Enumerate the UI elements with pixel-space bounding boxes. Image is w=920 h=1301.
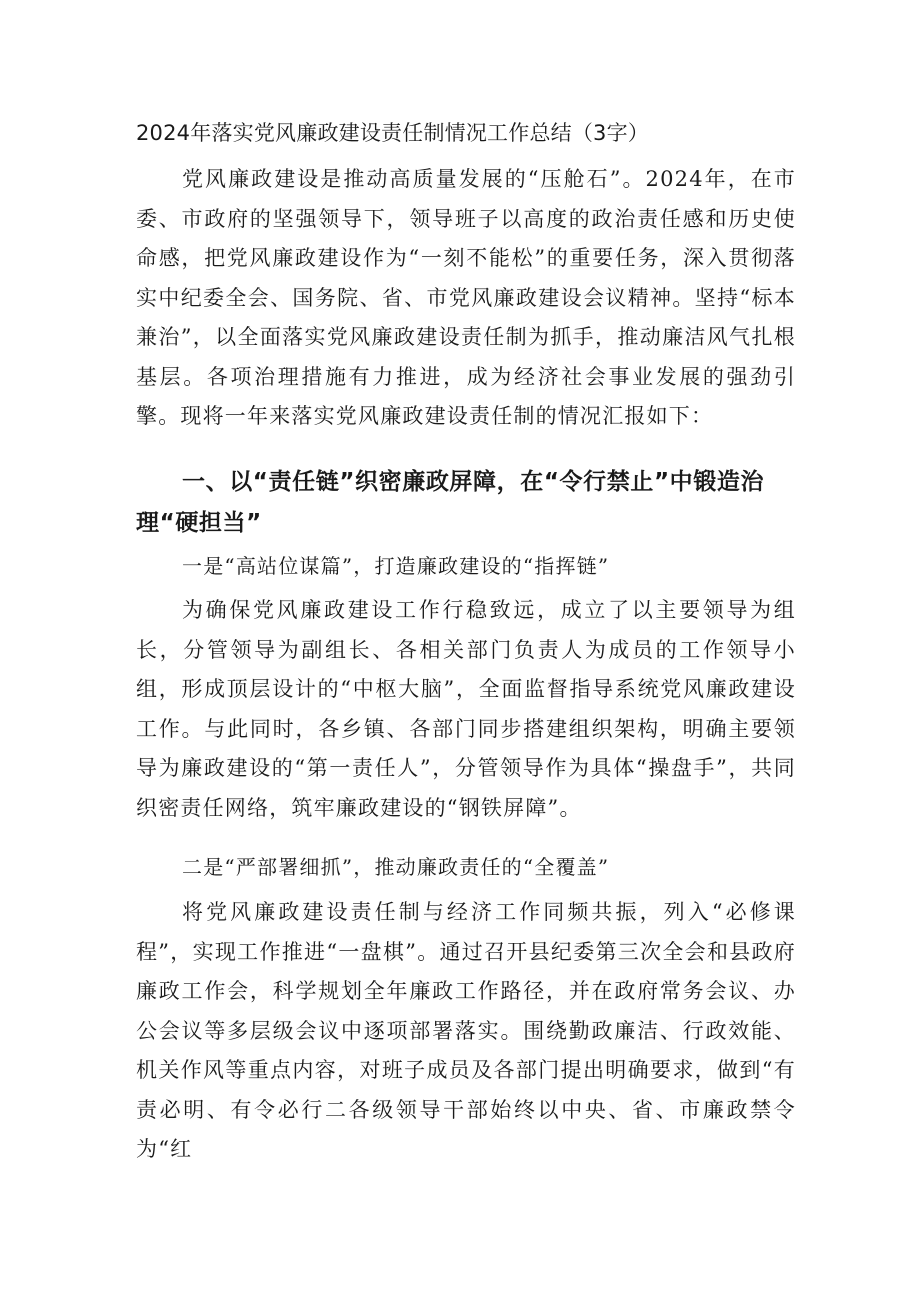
subheading-two: 二是“严部署细抓”，推动廉政责任的“全覆盖” xyxy=(182,855,610,879)
section-heading: 一、以“责任链”织密廉政屏障，在“令行禁止”中锻造治理“硬担当” xyxy=(136,469,765,536)
body-paragraph-two: 将党风廉政建设责任制与经济工作同频共振，列入“必修课程”，实现工作推进“一盘棋”。通过召开县纪委第三次全会和县政府廉政工作会，科学规划全年廉政工作路径，并在政府常务会议、办公会议等多层级会议中逐项部署落实。围绕勤政廉洁、行政效能、机关作风等重点内容，对班子成员及各部门提出明确要求，做到“有责必明、有令必行二各级领导干部始终以中央、省、市廉政禁令为“红 xyxy=(136,900,796,1161)
subheading-one: 一是“高站位谋篇”，打造廉政建设的“指挥链” xyxy=(182,554,610,578)
body-paragraph-one: 为确保党风廉政建设工作行稳致远，成立了以主要领导为组长，分管领导为副组长、各相关部门负责人为成员的工作领导小组，形成顶层设计的“中枢大脑”，全面监督指导系统党风廉政建设工作。与此同时，各乡镇、各部门同步搭建组织架构，明确主要领导为廉政建设的“第一责任人”，分管领导作为具体“操盘手”，共同织密责任网络，筑牢廉政建设的“钢铁屏障”。 xyxy=(136,598,796,820)
document-title: 2024年落实党风廉政建设责任制情况工作总结（3字） xyxy=(136,121,650,145)
intro-paragraph: 党风廉政建设是推动高质量发展的“压舱石”。2024年，在市委、市政府的坚强领导下，领导班子以高度的政治责任感和历史使命感，把党风廉政建设作为“一刻不能松”的重要任务，深入贯彻落实中纪委全会、国务院、省、市党风廉政建设会议精神。坚持“标本兼治”，以全面落实党风廉政建设责任制为抓手，推动廉洁风气扎根基层。各项治理措施有力推进，成为经济社会事业发展的强劲引擎。现将一年来落实党风廉政建设责任制的情况汇报如下： xyxy=(136,167,796,428)
